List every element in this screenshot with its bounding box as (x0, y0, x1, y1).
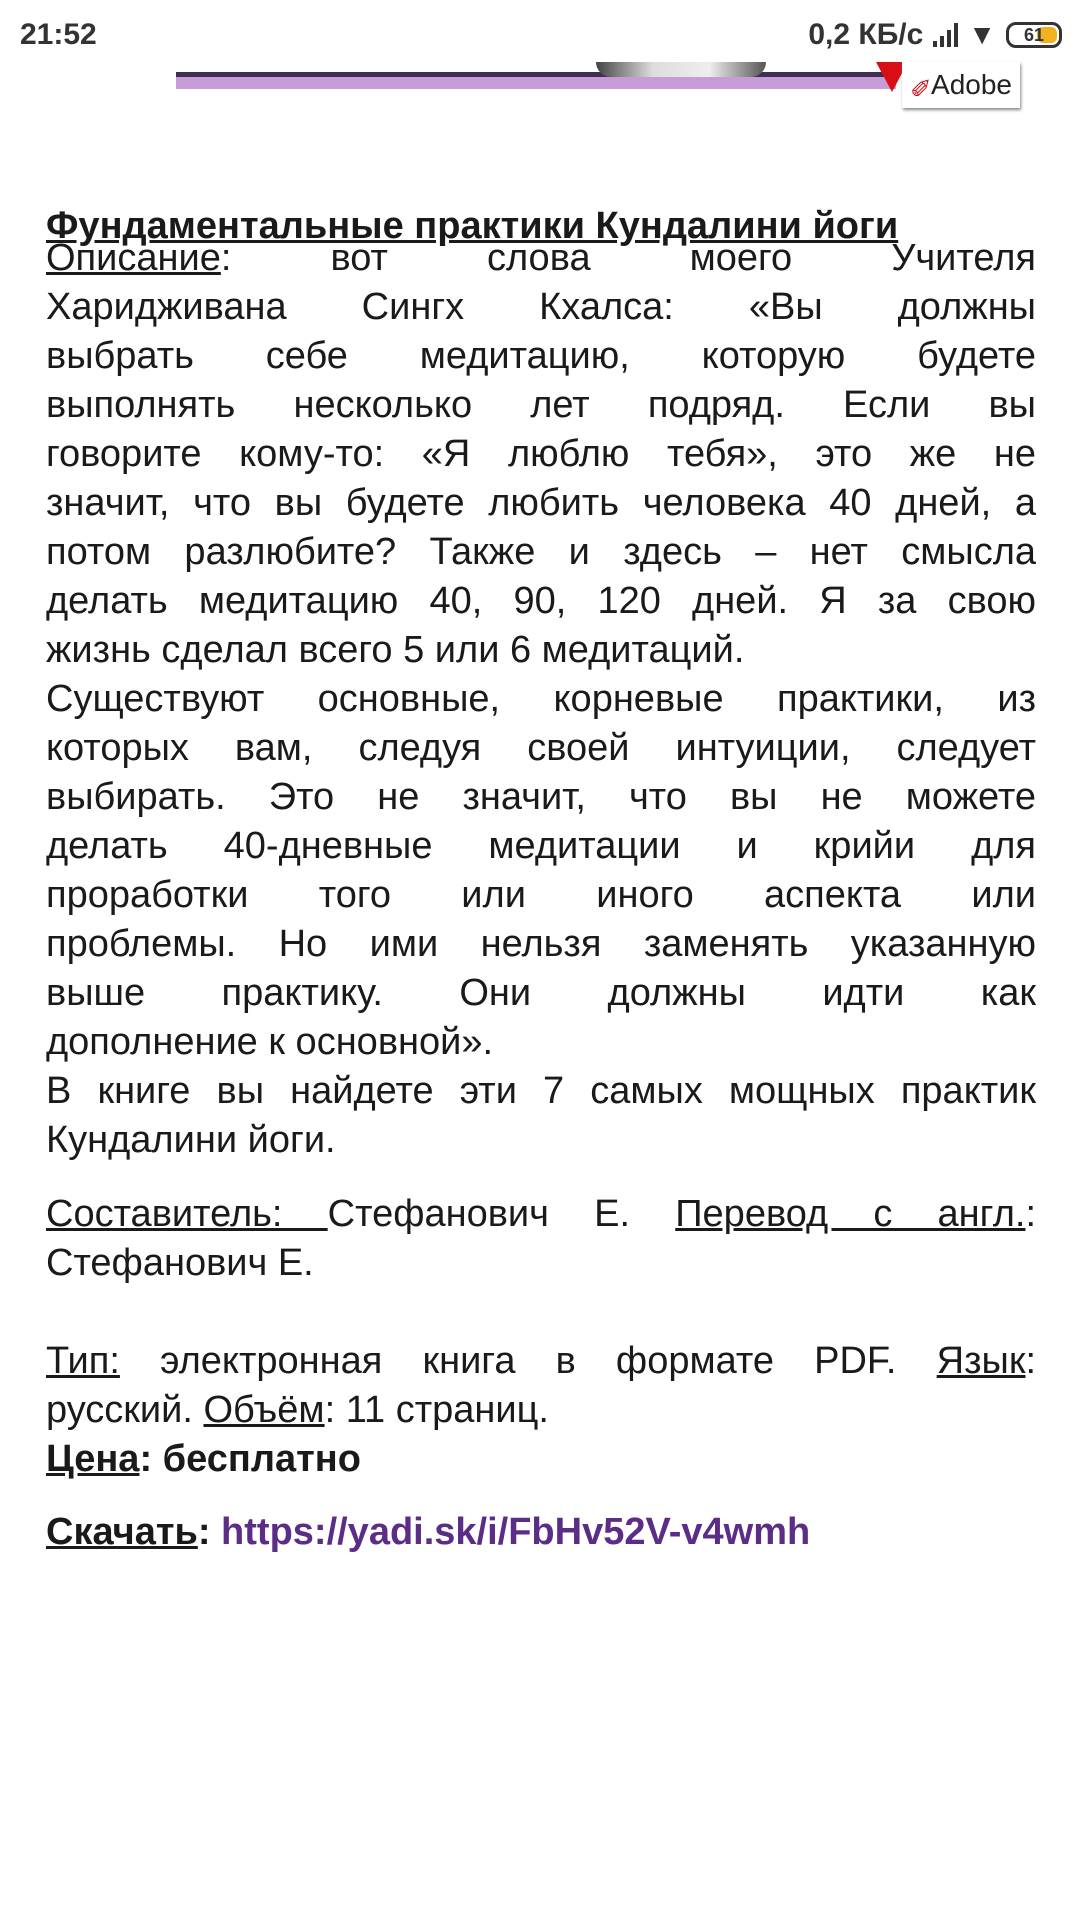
adobe-badge: ✐ Adobe (902, 62, 1020, 108)
price: Цена: бесплатно (46, 1438, 361, 1480)
download: Скачать: https://yadi.sk/i/FbHv52V-v4wmh (46, 1511, 811, 1553)
language-value: русский. (46, 1389, 193, 1431)
compiler: Стефанович Е. (327, 1193, 631, 1235)
type-value: электронная книга в формате PDF. (160, 1340, 897, 1382)
description-line: делать медитацию 40, 90, 120 дней. Я за свою (46, 580, 1036, 622)
compiler-label: Составитель: (46, 1193, 328, 1235)
clock: 21:52 (20, 18, 97, 51)
description-line: выбрать себе медитацию, которую будете (46, 335, 1036, 377)
translation-label: Перевод с англ. (675, 1193, 1026, 1235)
adobe-logo-icon: ✐ (910, 74, 932, 104)
network-speed: 0,2 КБ/с (808, 18, 924, 51)
credits-line: Составитель: Стефанович Е. Перевод с англ.: (46, 1193, 1036, 1235)
description-line: выполнять несколько лет подряд. Если вы (46, 384, 1036, 426)
credits (46, 1190, 1036, 1288)
volume-label: Объём (203, 1389, 325, 1431)
price-value: бесплатно (162, 1438, 361, 1480)
language-label: Язык (936, 1340, 1026, 1382)
description-line: Кундалини йоги. (46, 1119, 336, 1161)
description-line: проработки того или иного аспекта или (46, 874, 1036, 916)
description-line: значит, что вы будете любить человека 40 дней, а (46, 482, 1036, 524)
book-cover-image (176, 62, 1016, 88)
description-line: В книге вы найдете эти 7 самых мощных практик (46, 1070, 1036, 1112)
description-line: говорите кому-то: «Я люблю тебя», это же не (46, 433, 1036, 475)
book-info (46, 1337, 1036, 1435)
description-line: проблемы. Но ими нельзя заменять указанную (46, 923, 1036, 965)
download-label: Скачать (46, 1511, 198, 1553)
description-line: делать 40-дневные медитации и крийи для (46, 825, 1036, 867)
battery-icon: 61 (1006, 22, 1062, 48)
signal-icon (933, 23, 958, 47)
info-line: русский. Объём: 11 страниц. (46, 1389, 549, 1431)
description-line: Харидживана Сингх Кхалса: «Вы должны (46, 286, 1036, 328)
type-label: Тип: (46, 1340, 120, 1382)
description-line: которых вам, следуя своей интуиции, следует (46, 727, 1036, 769)
description (46, 234, 1036, 1165)
description-line: выбирать. Это не значит, что вы не можете (46, 776, 1036, 818)
description-line: дополнение к основной». (46, 1021, 494, 1063)
download-link[interactable]: https://yadi.sk/i/FbHv52V-v4wmh (221, 1511, 811, 1553)
description-line: Описание: вот слова моего Учителя (46, 237, 1036, 279)
description-line: Существуют основные, корневые практики, из (46, 678, 1036, 720)
volume-value: 11 страниц. (345, 1389, 549, 1431)
description-label: Описание (46, 237, 221, 279)
description-line: выше практику. Они должны идти как (46, 972, 1036, 1014)
description-line: потом разлюбите? Также и здесь – нет смысла (46, 531, 1036, 573)
price-label: Цена (46, 1438, 140, 1480)
page-title: Фундаментальные практики Кундалини йоги (46, 205, 899, 247)
description-line: жизнь сделал всего 5 или 6 медитаций. (46, 629, 745, 671)
status-bar (0, 0, 1080, 70)
translator: Стефанович Е. (46, 1242, 314, 1284)
info-line: Тип: электронная книга в формате PDF. Язык: (46, 1340, 1037, 1382)
wifi-icon: ▼ (968, 19, 996, 50)
